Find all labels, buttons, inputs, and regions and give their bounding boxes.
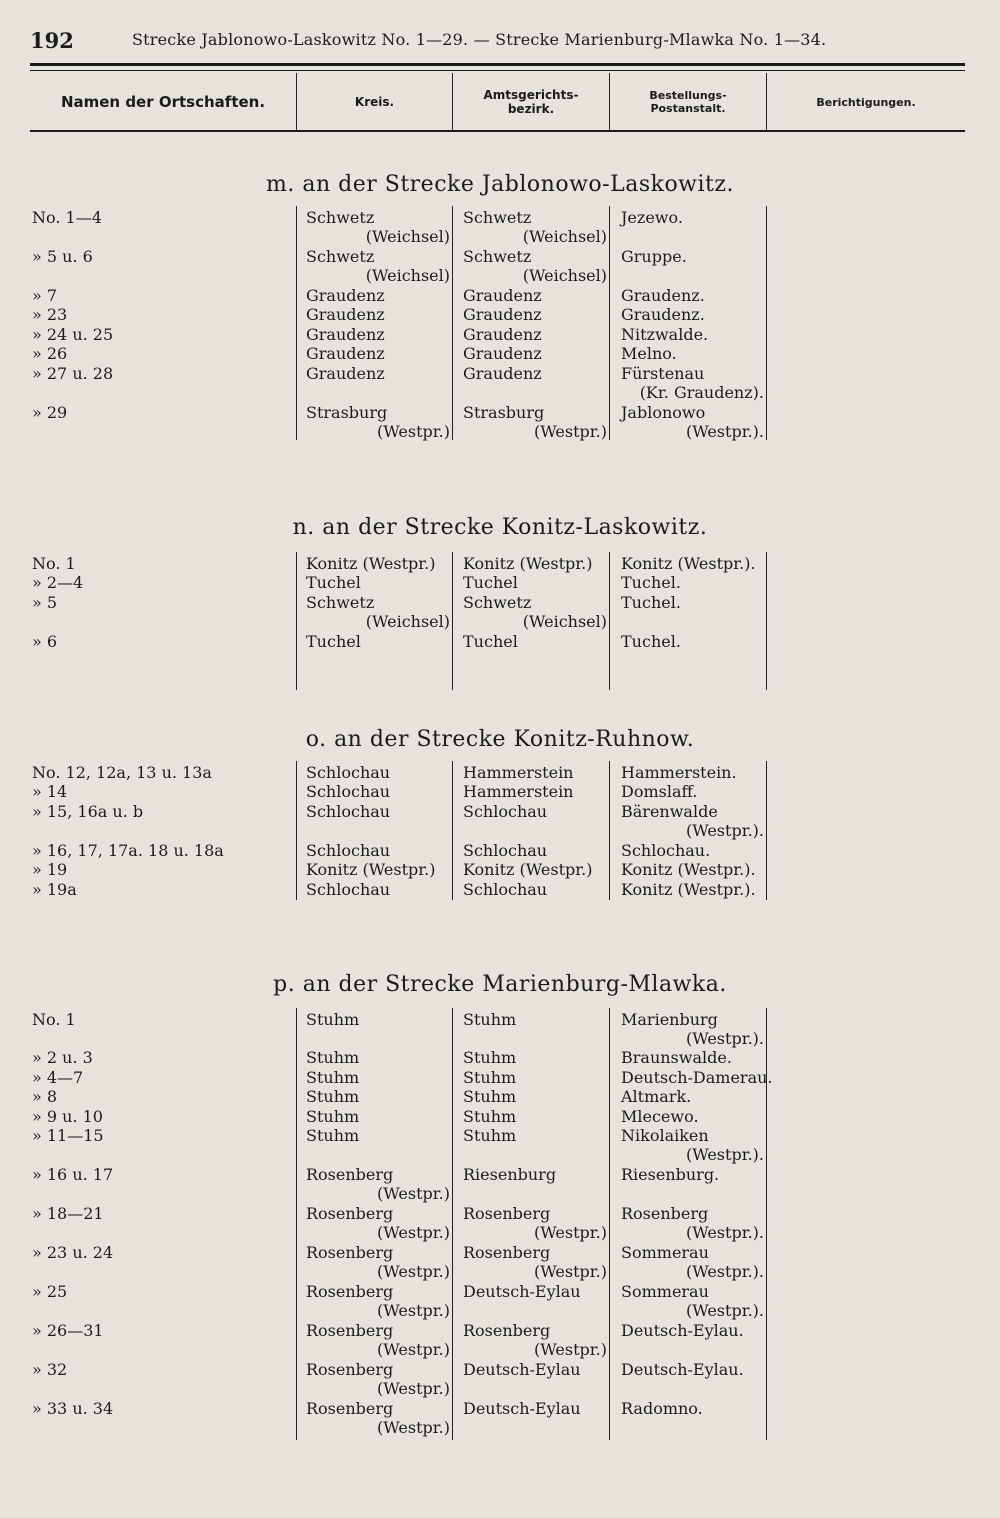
kreis-cell: Stuhm — [306, 1087, 360, 1106]
kreis-cell: Konitz (Westpr.) — [306, 554, 436, 573]
post-cell: Sommerau — [621, 1243, 709, 1262]
amt-cell: Stuhm — [463, 1126, 517, 1145]
amt-cell: Rosenberg — [463, 1204, 551, 1223]
column-divider — [452, 761, 453, 900]
column-divider — [609, 761, 610, 900]
post-cell: Tuchel. — [621, 573, 681, 592]
header-kreis: Kreis. — [354, 95, 395, 110]
row-number: » 6 — [32, 632, 58, 651]
post-cell: Radomno. — [621, 1399, 703, 1418]
amt-cell: (Westpr.) — [534, 1340, 607, 1359]
post-cell: (Westpr.). — [685, 1223, 764, 1242]
kreis-cell: Graudenz — [306, 286, 385, 305]
row-number: » 25 — [32, 1282, 68, 1301]
post-cell: Braunswalde. — [621, 1048, 732, 1067]
running-head: Strecke Jablonowo-Laskowitz No. 1—29. — Strecke Marienburg-Mlawka No. 1—34. — [132, 30, 827, 49]
post-cell: Gruppe. — [621, 247, 687, 266]
column-divider — [296, 552, 297, 690]
column-divider — [766, 761, 767, 900]
post-cell: Hammerstein. — [621, 763, 737, 782]
kreis-cell: Schlochau — [306, 782, 391, 801]
post-cell: (Westpr.). — [685, 1145, 764, 1164]
kreis-cell: Rosenberg — [306, 1204, 394, 1223]
post-cell: (Westpr.). — [685, 422, 764, 441]
kreis-cell: Schlochau — [306, 802, 391, 821]
row-number: » 5 u. 6 — [32, 247, 93, 266]
kreis-cell: Graudenz — [306, 305, 385, 324]
section-title: m. an der Strecke Jablonowo-Laskowitz. — [266, 172, 734, 197]
row-number: » 32 — [32, 1360, 68, 1379]
row-number: » 16 u. 17 — [32, 1165, 114, 1184]
kreis-cell: (Westpr.) — [377, 1262, 450, 1281]
post-cell: Konitz (Westpr.). — [621, 880, 756, 899]
row-number: » 15, 16a u. b — [32, 802, 144, 821]
column-divider — [296, 1008, 297, 1440]
kreis-cell: (Weichsel) — [365, 266, 450, 285]
row-number: » 19 — [32, 860, 68, 879]
kreis-cell: Rosenberg — [306, 1360, 394, 1379]
row-number: » 26 — [32, 344, 68, 363]
row-number: » 27 u. 28 — [32, 364, 114, 383]
kreis-cell: Schlochau — [306, 763, 391, 782]
post-cell: Konitz (Westpr.). — [621, 860, 756, 879]
amt-cell: (Westpr.) — [534, 1262, 607, 1281]
amt-cell: Konitz (Westpr.) — [463, 860, 593, 879]
amt-cell: Rosenberg — [463, 1243, 551, 1262]
post-cell: (Westpr.). — [685, 821, 764, 840]
kreis-cell: Schlochau — [306, 880, 391, 899]
kreis-cell: Rosenberg — [306, 1243, 394, 1262]
kreis-cell: Schwetz — [306, 593, 375, 612]
kreis-cell: (Westpr.) — [377, 1301, 450, 1320]
post-cell: Deutsch-Eylau. — [621, 1321, 744, 1340]
header-divider — [609, 73, 610, 130]
column-divider — [609, 206, 610, 440]
kreis-cell: Schlochau — [306, 841, 391, 860]
post-cell: Schlochau. — [621, 841, 711, 860]
header-amtsgericht-line1: Amtsgerichts- — [483, 88, 579, 103]
amt-cell: Graudenz — [463, 305, 542, 324]
amt-cell: Stuhm — [463, 1048, 517, 1067]
kreis-cell: Rosenberg — [306, 1321, 394, 1340]
amt-cell: Schlochau — [463, 841, 548, 860]
row-number: » 5 — [32, 593, 58, 612]
row-number: » 24 u. 25 — [32, 325, 114, 344]
row-number: No. 12, 12a, 13 u. 13a — [32, 763, 212, 782]
column-divider — [452, 1008, 453, 1440]
amt-cell: Strasburg — [463, 403, 545, 422]
kreis-cell: Stuhm — [306, 1107, 360, 1126]
post-cell: (Westpr.). — [685, 1029, 764, 1048]
page-number: 192 — [30, 28, 74, 53]
header-divider — [452, 73, 453, 130]
kreis-cell: Tuchel — [306, 632, 361, 651]
kreis-cell: (Westpr.) — [377, 1184, 450, 1203]
kreis-cell: Schwetz — [306, 208, 375, 227]
kreis-cell: (Westpr.) — [377, 1223, 450, 1242]
kreis-cell: Konitz (Westpr.) — [306, 860, 436, 879]
kreis-cell: Stuhm — [306, 1048, 360, 1067]
row-number: » 29 — [32, 403, 68, 422]
amt-cell: (Westpr.) — [534, 1223, 607, 1242]
post-cell: (Kr. Graudenz). — [639, 383, 764, 402]
kreis-cell: Strasburg — [306, 403, 388, 422]
post-cell: Sommerau — [621, 1282, 709, 1301]
row-number: » 33 u. 34 — [32, 1399, 114, 1418]
amt-cell: Riesenburg — [463, 1165, 557, 1184]
column-divider — [296, 761, 297, 900]
post-cell: Rosenberg — [621, 1204, 709, 1223]
row-number: » 16, 17, 17a. 18 u. 18a — [32, 841, 224, 860]
amt-cell: Hammerstein — [463, 782, 574, 801]
amt-cell: Hammerstein — [463, 763, 574, 782]
header-postanstalt-line1: Bestellungs- — [649, 89, 727, 103]
amt-cell: Tuchel — [463, 632, 518, 651]
column-divider — [766, 552, 767, 690]
row-number: » 19a — [32, 880, 77, 899]
kreis-cell: Rosenberg — [306, 1165, 394, 1184]
column-divider — [609, 1008, 610, 1440]
amt-cell: (Weichsel) — [522, 612, 607, 631]
post-cell: Tuchel. — [621, 632, 681, 651]
post-cell: Marienburg — [621, 1010, 718, 1029]
kreis-cell: Rosenberg — [306, 1399, 394, 1418]
row-number: » 4—7 — [32, 1068, 84, 1087]
amt-cell: Deutsch-Eylau — [463, 1399, 581, 1418]
row-number: » 7 — [32, 286, 58, 305]
column-divider — [452, 206, 453, 440]
row-number: » 8 — [32, 1087, 58, 1106]
header-divider — [766, 73, 767, 130]
post-cell: Domslaff. — [621, 782, 698, 801]
amt-cell: (Weichsel) — [522, 227, 607, 246]
amt-cell: (Westpr.) — [534, 422, 607, 441]
amt-cell: Schlochau — [463, 880, 548, 899]
row-number: No. 1 — [32, 554, 76, 573]
amt-cell: Graudenz — [463, 325, 542, 344]
header-bottom-rule — [30, 130, 965, 132]
amt-cell: Schlochau — [463, 802, 548, 821]
top-rule-thick — [30, 63, 965, 66]
amt-cell: Schwetz — [463, 208, 532, 227]
row-number: » 2—4 — [32, 573, 84, 592]
column-divider — [296, 206, 297, 440]
post-cell: Jezewo. — [621, 208, 683, 227]
header-postanstalt-line2: Postanstalt. — [650, 102, 726, 115]
column-divider — [766, 206, 767, 440]
kreis-cell: Graudenz — [306, 364, 385, 383]
section-title: n. an der Strecke Konitz-Laskowitz. — [292, 515, 708, 540]
section-title: p. an der Strecke Marienburg-Mlawka. — [273, 972, 727, 997]
post-cell: Mlecewo. — [621, 1107, 699, 1126]
amt-cell: Schwetz — [463, 593, 532, 612]
post-cell: Nitzwalde. — [621, 325, 709, 344]
post-cell: Jablonowo — [621, 403, 706, 422]
post-cell: (Westpr.). — [685, 1301, 764, 1320]
kreis-cell: Stuhm — [306, 1010, 360, 1029]
header-amtsgericht-line2: bezirk. — [507, 102, 555, 116]
amt-cell: Schwetz — [463, 247, 532, 266]
kreis-cell: (Weichsel) — [365, 227, 450, 246]
post-cell: Melno. — [621, 344, 677, 363]
header-names: Namen der Ortschaften. — [60, 93, 266, 112]
row-number: No. 1—4 — [32, 208, 102, 227]
row-number: » 26—31 — [32, 1321, 104, 1340]
post-cell: Altmark. — [621, 1087, 692, 1106]
post-cell: Deutsch-Damerau. — [621, 1068, 773, 1087]
amt-cell: Graudenz — [463, 344, 542, 363]
kreis-cell: (Weichsel) — [365, 612, 450, 631]
row-number: » 9 u. 10 — [32, 1107, 103, 1126]
post-cell: Tuchel. — [621, 593, 681, 612]
amt-cell: Konitz (Westpr.) — [463, 554, 593, 573]
kreis-cell: Graudenz — [306, 344, 385, 363]
section-title: o. an der Strecke Konitz-Ruhnow. — [305, 727, 695, 752]
kreis-cell: Tuchel — [306, 573, 361, 592]
kreis-cell: (Westpr.) — [377, 422, 450, 441]
kreis-cell: Rosenberg — [306, 1282, 394, 1301]
post-cell: Graudenz. — [621, 286, 705, 305]
column-divider — [609, 552, 610, 690]
row-number: » 14 — [32, 782, 68, 801]
post-cell: Graudenz. — [621, 305, 705, 324]
row-number: » 23 u. 24 — [32, 1243, 114, 1262]
row-number: » 18—21 — [32, 1204, 104, 1223]
kreis-cell: Schwetz — [306, 247, 375, 266]
post-cell: Nikolaiken — [621, 1126, 709, 1145]
kreis-cell: Graudenz — [306, 325, 385, 344]
header-divider — [296, 73, 297, 130]
amt-cell: (Weichsel) — [522, 266, 607, 285]
header-berichtigungen: Berichtigungen. — [816, 95, 916, 109]
kreis-cell: Stuhm — [306, 1126, 360, 1145]
post-cell: Fürstenau — [621, 364, 705, 383]
top-rule-thin — [30, 70, 965, 71]
row-number: No. 1 — [32, 1010, 76, 1029]
amt-cell: Graudenz — [463, 286, 542, 305]
kreis-cell: (Westpr.) — [377, 1418, 450, 1437]
amt-cell: Stuhm — [463, 1068, 517, 1087]
amt-cell: Deutsch-Eylau — [463, 1360, 581, 1379]
amt-cell: Graudenz — [463, 364, 542, 383]
row-number: » 23 — [32, 305, 68, 324]
header-postanstalt — [610, 78, 766, 128]
kreis-cell: (Westpr.) — [377, 1379, 450, 1398]
amt-cell: Stuhm — [463, 1010, 517, 1029]
row-number: » 11—15 — [32, 1126, 104, 1145]
post-cell: Riesenburg. — [621, 1165, 720, 1184]
header-amtsgericht — [453, 78, 609, 128]
post-cell: Bärenwalde — [621, 802, 718, 821]
amt-cell: Rosenberg — [463, 1321, 551, 1340]
amt-cell: Stuhm — [463, 1107, 517, 1126]
amt-cell: Deutsch-Eylau — [463, 1282, 581, 1301]
column-divider — [452, 552, 453, 690]
row-number: » 2 u. 3 — [32, 1048, 93, 1067]
kreis-cell: Stuhm — [306, 1068, 360, 1087]
post-cell: Deutsch-Eylau. — [621, 1360, 744, 1379]
post-cell: Konitz (Westpr.). — [621, 554, 756, 573]
amt-cell: Stuhm — [463, 1087, 517, 1106]
kreis-cell: (Westpr.) — [377, 1340, 450, 1359]
amt-cell: Tuchel — [463, 573, 518, 592]
post-cell: (Westpr.). — [685, 1262, 764, 1281]
